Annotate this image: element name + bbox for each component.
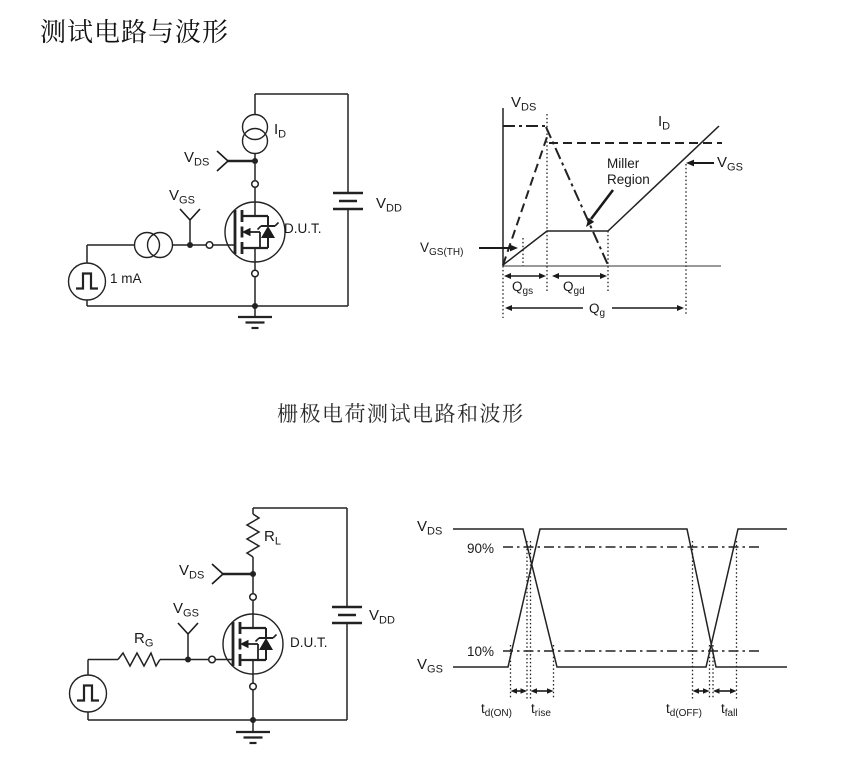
current-source-icon — [243, 115, 268, 154]
vds-fall-trace — [546, 127, 608, 265]
arrowhead — [505, 305, 512, 311]
battery-icon — [332, 607, 362, 623]
ground-icon — [238, 317, 272, 328]
level-10-label: 10% — [467, 644, 495, 659]
arrowhead — [730, 688, 737, 694]
arrowhead — [600, 273, 607, 279]
id-label: $I_D$ — [274, 121, 287, 141]
td-on-label: $t_{d(ON)}$ — [481, 701, 512, 720]
arrowhead — [504, 273, 511, 279]
switching-waveform — [417, 518, 787, 719]
gate-charge-waveform — [420, 94, 743, 319]
page-title: 测试电路与波形 — [40, 18, 230, 47]
arrowhead — [547, 688, 554, 694]
gate-resistor-icon — [118, 653, 160, 666]
arrowhead — [703, 688, 710, 694]
level-90-label: 90% — [467, 541, 495, 556]
id-label: $I_D$ — [658, 113, 671, 133]
vdd-label: $V_{DD}$ — [376, 195, 402, 215]
mosfet-dut-icon — [223, 614, 283, 674]
gate-current-label: 1 mA — [110, 271, 142, 286]
vgs-probe-label: $V_{GS}$ — [173, 600, 199, 620]
vgs-th-label: $V_{GS(TH)}$ — [420, 240, 464, 259]
vds-axis-label: $V_{DS}$ — [511, 94, 537, 114]
dut-label: D.U.T. — [290, 635, 328, 650]
switching-circuit — [70, 508, 395, 743]
td-off-label: $t_{d(OFF)}$ — [666, 701, 702, 720]
probe-fork-icon — [180, 209, 200, 220]
gate-current-source-icon — [135, 233, 173, 258]
dut-label: D.U.T. — [284, 221, 322, 236]
vds-probe-label: $V_{DS}$ — [179, 562, 205, 582]
figure-caption: 栅极电荷测试电路和波形 — [277, 402, 525, 426]
test-point — [252, 181, 259, 188]
test-point — [252, 270, 259, 277]
t-rise-label: $t_{rise}$ — [531, 701, 551, 720]
miller-region-label: Region — [607, 172, 650, 187]
pulse-generator-icon — [70, 675, 107, 712]
test-point — [250, 683, 257, 690]
probe-fork-icon — [212, 564, 223, 584]
ground-icon — [236, 732, 270, 743]
arrowhead — [539, 273, 546, 279]
qgd-label: $Q_{gd}$ — [563, 279, 585, 298]
test-point — [209, 656, 216, 663]
pulse-generator-icon — [69, 263, 106, 300]
vgs-label: $V_{GS}$ — [717, 154, 743, 174]
vds-probe-label: $V_{DS}$ — [184, 149, 210, 169]
id-rise-trace — [503, 137, 547, 265]
miller-arrow — [591, 190, 613, 219]
gate-charge-circuit — [69, 94, 402, 328]
qgs-label: $Q_{gs}$ — [512, 279, 534, 298]
rl-label: $R_L$ — [264, 528, 281, 548]
vgs-probe-label: $V_{GS}$ — [169, 187, 195, 207]
arrowhead — [521, 688, 528, 694]
rg-label: $R_G$ — [134, 630, 154, 650]
qg-label: $Q_g$ — [589, 301, 606, 320]
test-point — [250, 594, 257, 601]
load-resistor-icon — [247, 514, 259, 557]
vgs-trace-label: $V_{GS}$ — [417, 656, 443, 676]
t-fall-label: $t_{fall}$ — [721, 701, 738, 720]
arrowhead — [510, 245, 518, 252]
test-point — [206, 242, 213, 249]
arrowhead — [677, 305, 684, 311]
probe-fork-icon — [217, 151, 228, 171]
arrowhead — [552, 273, 559, 279]
miller-region-label: Miller — [607, 156, 640, 171]
battery-icon — [333, 193, 363, 209]
vdd-label: $V_{DD}$ — [369, 607, 395, 627]
vds-trace-label: $V_{DS}$ — [417, 518, 443, 538]
probe-fork-icon — [178, 623, 198, 634]
mosfet-dut-icon — [225, 202, 285, 262]
arrowhead — [686, 160, 694, 167]
